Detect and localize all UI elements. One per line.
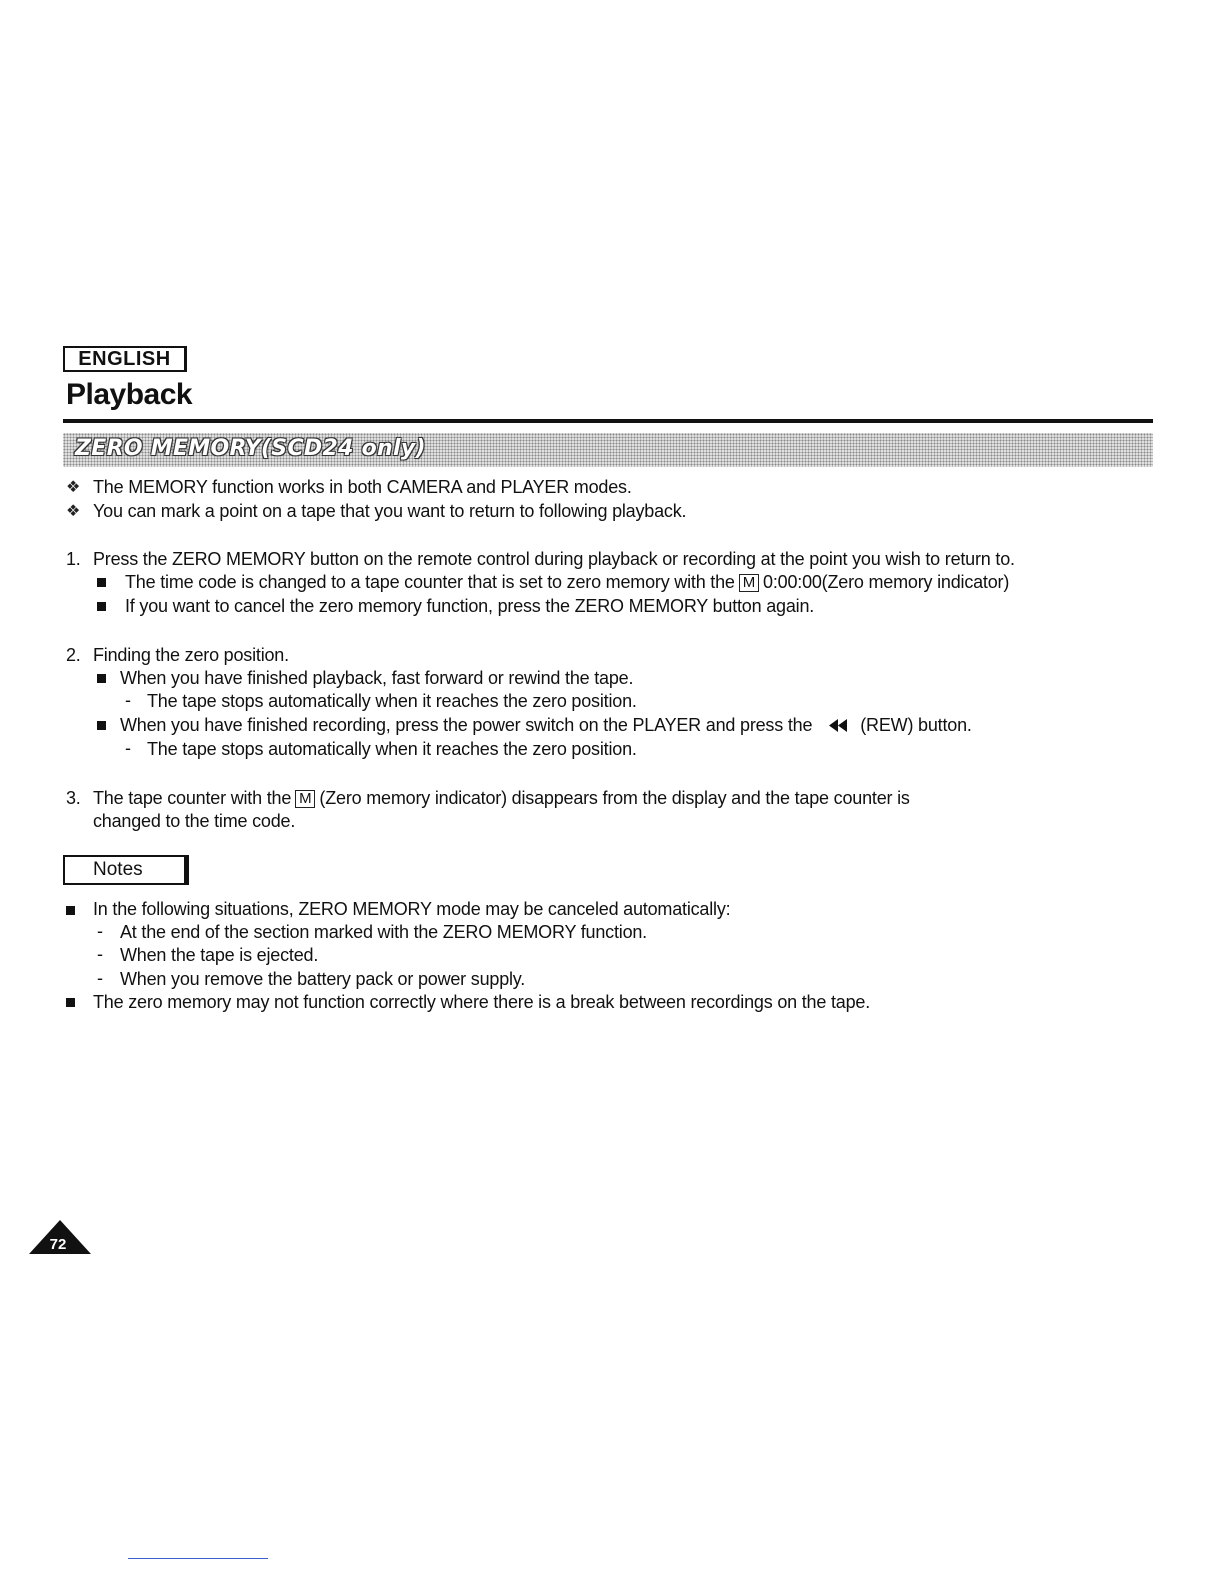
bullet-text: The time code is changed to a tape counter that is set to zero memory with the (125, 572, 735, 592)
dash-marker: - (125, 690, 131, 710)
bullet-text: 0:00:00(Zero memory indicator) (763, 572, 1010, 592)
square-bullet-icon (97, 602, 106, 611)
diamond-bullet-icon: ❖ (66, 479, 81, 496)
square-bullet-icon (66, 906, 75, 915)
note-subitem: When the tape is ejected. (120, 945, 319, 965)
zero-memory-indicator-icon: M (739, 574, 759, 592)
page-number: 72 (49, 1236, 67, 1253)
section-header-band (63, 433, 1153, 467)
bullet-text: (REW) button. (860, 715, 972, 735)
step-subbullet: The tape stops automatically when it reaches the zero position. (147, 691, 637, 711)
page-number-marker (29, 1220, 91, 1254)
dash-marker: - (125, 738, 131, 758)
zero-memory-indicator-icon: M (295, 790, 315, 808)
notes-label: Notes (63, 855, 189, 885)
dash-marker: - (97, 921, 103, 941)
step-text: changed to the time code. (93, 811, 296, 831)
bottom-rule (128, 1558, 268, 1559)
square-bullet-icon (66, 998, 75, 1007)
section-title: ZERO MEMORY(SCD24 only) (75, 436, 426, 461)
dash-marker: - (97, 968, 103, 988)
intro-line: The MEMORY function works in both CAMERA and PLAYER modes. (93, 477, 632, 497)
note-item: In the following situations, ZERO MEMORY mode may be canceled automatically: (93, 899, 731, 919)
step-text: Finding the zero position. (93, 645, 289, 665)
rewind-icon (828, 715, 848, 737)
step-number: 2. (66, 645, 81, 665)
title-divider (63, 419, 1153, 423)
note-subitem: When you remove the battery pack or power supply. (120, 969, 526, 989)
note-item: The zero memory may not function correctly where there is a break between recordings on the tape. (93, 992, 870, 1012)
diamond-bullet-icon: ❖ (66, 503, 81, 520)
step-bullet (120, 714, 972, 737)
step-bullet: When you have finished playback, fast forward or rewind the tape. (120, 668, 634, 688)
step-subbullet: The tape stops automatically when it reaches the zero position. (147, 739, 637, 759)
step-number: 3. (66, 788, 81, 808)
language-tab: ENGLISH (63, 346, 187, 372)
square-bullet-icon (97, 674, 106, 683)
dash-marker: - (97, 944, 103, 964)
square-bullet-icon (97, 721, 106, 730)
step-text (93, 787, 910, 809)
page-title: Playback (66, 378, 193, 411)
note-subitem: At the end of the section marked with the ZERO MEMORY function. (120, 922, 647, 942)
step-text-part: (Zero memory indicator) disappears from the display and the tape counter is (319, 788, 910, 808)
bullet-text: When you have finished recording, press the power switch on the PLAYER and press the (120, 715, 813, 735)
intro-line: You can mark a point on a tape that you want to return to following playback. (93, 501, 687, 521)
step-bullet (125, 571, 1009, 593)
step-text: Press the ZERO MEMORY button on the remote control during playback or recording at the point you wish to return to. (93, 549, 1015, 569)
step-number: 1. (66, 549, 81, 569)
square-bullet-icon (97, 578, 106, 587)
step-text-part: The tape counter with the (93, 788, 292, 808)
triangle-page-icon (29, 1220, 91, 1254)
step-bullet: If you want to cancel the zero memory function, press the ZERO MEMORY button again. (125, 596, 815, 616)
